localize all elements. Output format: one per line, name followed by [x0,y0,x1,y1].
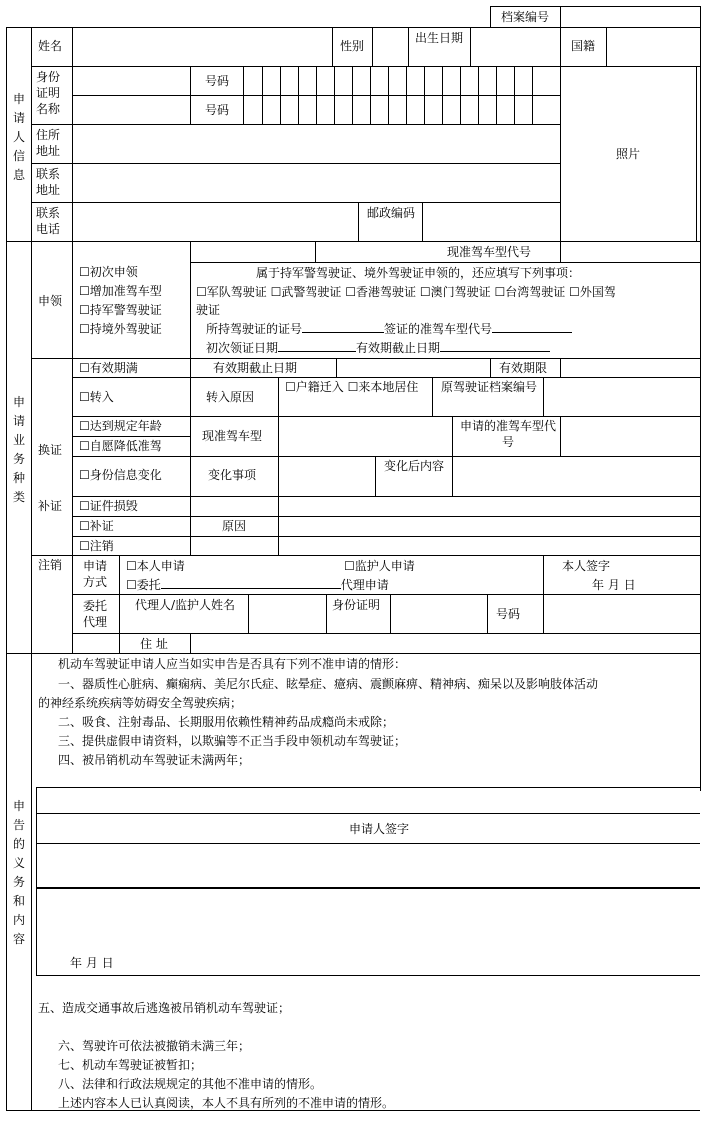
held-cert-no-field[interactable] [302,321,384,333]
checkbox-replace[interactable]: ☐ 补证 [79,518,114,534]
military-note: 属于持军警驾驶证、境外驾驶证申领的，还应填写下列事项： [256,266,581,280]
checkbox-expiry-full[interactable]: ☐ 有效期满 [79,360,138,376]
archive-no-label: 档案编号 [500,10,550,24]
requested-class-label: 申请的准驾车型代号 [460,419,557,449]
checkbox-taiwan[interactable]: ☐ 台湾驾驶证 [494,285,565,299]
agent-number-label: 号码 [496,607,521,621]
declare-item-3: 三、提供虚假申请资料，以欺骗等不正当手段申领机动车驾驶证； [58,734,407,748]
self-signature-date: 年 月 日 [592,578,636,592]
transfer-reason-options [285,379,427,395]
declare-closing: 上述内容本人已认真阅读，本人不具有所列的不准申请的情形。 [58,1096,395,1110]
declare-item-8: 八、法律和行政法规规定的其他不准申请的情形。 [58,1077,323,1091]
after-change-label: 变化后内容 [384,459,445,473]
expiry-deadline-label: 有效期截止日期 [213,361,298,375]
checkbox-military-license[interactable]: ☐ 持军警驾驶证 [79,302,162,318]
declare-item-1b: 的神经系统疾病等妨碍安全驾驶疾病； [38,696,243,710]
section-business-label: 申请业务种类 [12,395,25,504]
renew-label: 换证 [38,443,63,457]
checkbox-self-apply[interactable]: ☐ 本人申请 [126,558,185,574]
checkbox-household-move[interactable]: ☐ 户籍迁入 [285,380,344,394]
entrust-field[interactable] [161,577,341,589]
apply-options [79,264,162,337]
checkbox-entrust[interactable]: ☐ 委托 [126,578,161,592]
expiry-field[interactable] [440,340,550,352]
checkbox-local-resident[interactable]: ☐ 来本地居住 [348,380,419,394]
declare-date: 年 月 日 [70,956,114,970]
agent-label: 委托代理 [83,599,108,629]
checkbox-macau[interactable]: ☐ 澳门驾驶证 [420,285,491,299]
first-issue-row [206,340,550,356]
first-issue-field[interactable] [278,340,356,352]
checkbox-hongkong[interactable]: ☐ 香港驾驶证 [345,285,416,299]
checkbox-cancel[interactable]: ☐ 注销 [79,538,114,554]
nationality-label: 国籍 [570,39,596,53]
apply-label: 申领 [38,294,63,308]
declare-item-6: 六、驾驶许可依法被撤销未满三年； [58,1039,251,1053]
entrust-row [126,577,389,593]
agent-id-label: 身份证明 [332,598,381,612]
checkbox-cert-damaged[interactable]: ☐ 证件损毁 [79,498,138,514]
checkbox-id-info-change[interactable]: ☐ 身份信息变化 [79,467,162,483]
declare-intro: 机动车驾驶证申请人应当如实申告是否具有下列不准申请的情形： [58,657,407,671]
applicant-signature-label: 申请人签字 [349,822,410,836]
change-item-label: 变化事项 [208,468,257,482]
name-label: 姓名 [38,39,63,53]
checkbox-reached-age[interactable]: ☐ 达到规定年龄 [79,418,162,434]
license-type-continued: 驶证 [196,303,221,317]
declare-item-7: 七、机动车驾驶证被暂扣； [58,1058,203,1072]
self-signature-label: 本人签字 [561,559,611,573]
checkbox-guardian-apply[interactable]: ☐ 监护人申请 [344,558,415,574]
section-applicant-label: 申请人信息 [12,92,25,182]
id-doc-label: 身份证明名称 [36,70,61,116]
gender-label: 性别 [339,39,365,53]
declare-item-4: 四、被吊销机动车驾驶证未满两年； [58,753,251,767]
cert-class-code-field[interactable] [492,321,572,333]
number-label-2: 号码 [204,103,230,117]
checkbox-transfer[interactable]: ☐ 转入 [79,389,114,405]
checkbox-voluntary-downgrade[interactable]: ☐ 自愿降低准驾 [79,438,162,454]
validity-label: 有效期限 [499,361,548,375]
number-label-1: 号码 [204,74,230,88]
replace-label: 补证 [38,499,63,513]
dob-label: 出生日期 [415,31,464,45]
section-declare-label: 申告的义务和内容 [12,799,25,946]
current-class-label: 现准驾车型 [202,429,263,443]
declare-item-1a: 一、器质性心脏病、癫痫病、美尼尔氏症、眩晕症、癔病、震颤麻痹、精神病、痴呆以及影响肢体活动 [58,677,599,691]
orig-archive-label: 原驾驶证档案编号 [440,380,537,394]
first-issue-label: 初次领证日期 [206,341,279,355]
checkbox-armed-police[interactable]: ☐ 武警驾驶证 [271,285,342,299]
declare-item-5: 五、造成交通事故后逃逸被吊销机动车驾驶证； [38,1001,291,1015]
phone-label: 联系电话 [36,206,61,236]
reason-label: 原因 [222,519,247,533]
held-cert-row [206,321,572,337]
current-class-code-label: 现准驾车型代号 [447,245,532,259]
declare-item-2: 二、吸食、注射毒品、长期服用依赖性精神药品成瘾尚未戒除； [58,715,395,729]
checkbox-first-apply[interactable]: ☐ 初次申领 [79,264,162,280]
cert-class-code-label: 签证的准驾车型代号 [384,322,493,336]
photo-area: 照片 [615,147,641,161]
contact-address-label: 联系地址 [36,167,61,197]
agent-address-label: 住 址 [140,637,168,651]
checkbox-add-class[interactable]: ☐ 增加准驾车型 [79,283,162,299]
agent-apply-label: 代理申请 [340,578,389,592]
held-cert-no-label: 所持驾驶证的证号 [206,322,303,336]
checkbox-foreign[interactable]: ☐ 外国驾 [569,285,616,299]
expiry-label: 有效期截止日期 [356,341,441,355]
address-label: 住所地址 [36,128,61,158]
license-type-row [196,284,616,300]
agent-name-label: 代理人/监护人姓名 [134,598,236,612]
method-label: 申请方式 [83,559,108,589]
postcode-label: 邮政编码 [366,206,415,220]
cancel-label: 注销 [38,558,63,572]
checkbox-foreign-license[interactable]: ☐ 持境外驾驶证 [79,321,162,337]
checkbox-army[interactable]: ☐ 军队驾驶证 [196,285,267,299]
transfer-reason-label: 转入原因 [206,390,255,404]
